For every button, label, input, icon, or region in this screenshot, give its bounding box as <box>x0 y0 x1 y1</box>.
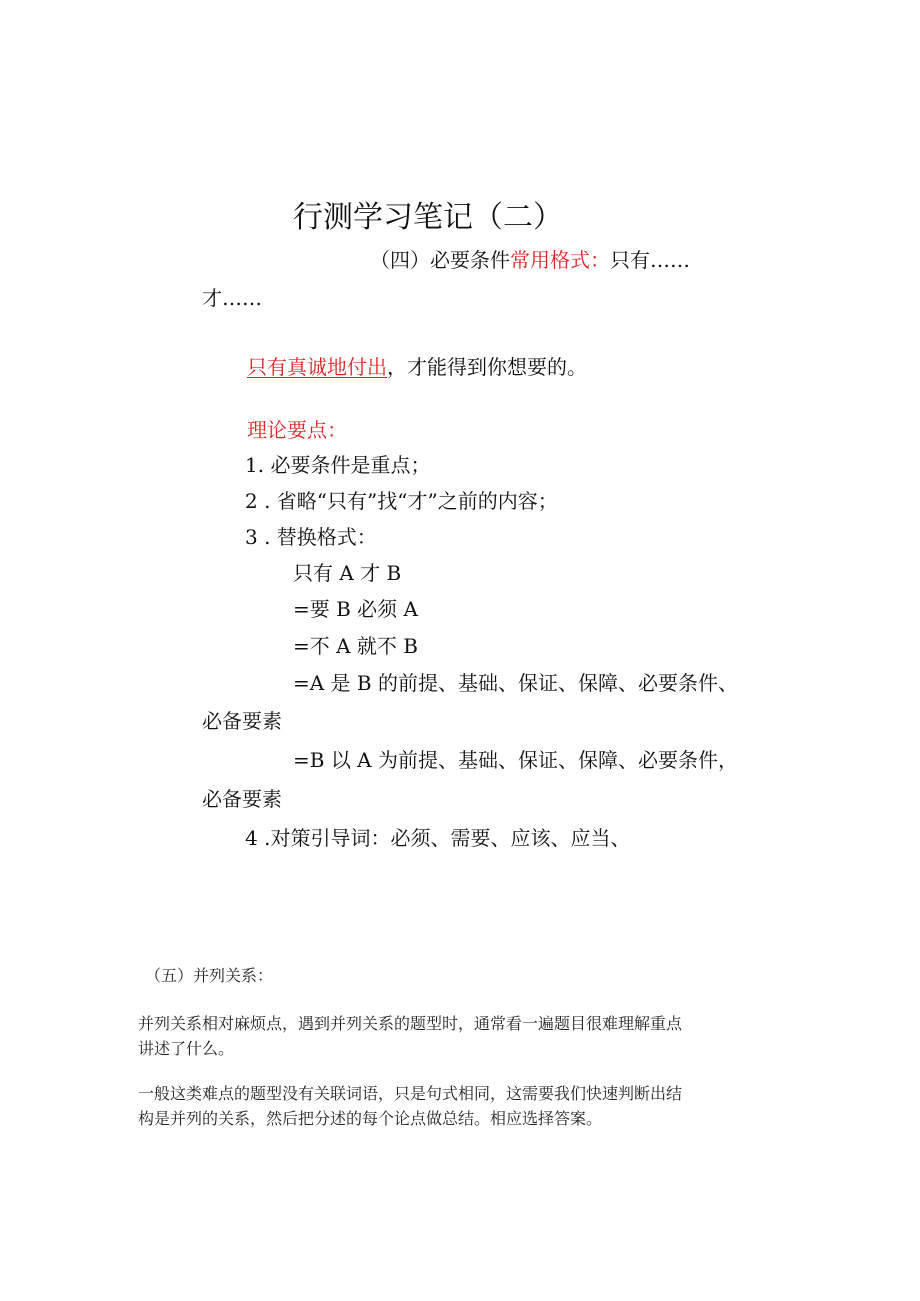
format-line-4-wrap: 必备要素 <box>202 709 282 733</box>
example-highlight: 只有真诚地付出 <box>247 355 387 379</box>
points-label: 理论要点： <box>247 418 347 442</box>
section5-paragraph-1-line-2: 讲述了什么。 <box>138 1039 235 1058</box>
format-line-5-wrap: 必备要素 <box>202 787 282 811</box>
section5-paragraph-2-line-1: 一般这类难点的题型没有关联词语，只是句式相同，这需要我们快速判断出结 <box>138 1084 683 1103</box>
list-item-3: 3 . 替换格式： <box>245 525 377 549</box>
format-line-3: =不 A 就不 B <box>293 634 418 658</box>
section4-heading-prefix: （四）必要条件 <box>370 248 510 272</box>
section4-heading-highlight: 常用格式： <box>510 248 610 272</box>
format-line-5: =B 以 A 为前提、基础、保证、保障、必要条件， <box>293 748 738 772</box>
section5-heading: （五）并列关系： <box>145 966 274 985</box>
format-line-2: =要 B 必须 A <box>293 597 418 621</box>
section5-paragraph-2-line-2: 构是并列的关系，然后把分述的每个论点做总结。相应选择答案。 <box>138 1109 603 1128</box>
example-sentence <box>247 357 587 377</box>
example-rest: ，才能得到你想要的。 <box>387 355 587 379</box>
format-line-1: 只有 A 才 B <box>293 561 402 585</box>
list-item-1: 1. 必要条件是重点； <box>245 453 431 477</box>
section4-heading <box>370 250 690 270</box>
section4-heading-wrap: 才…… <box>202 286 262 310</box>
page-title: 行测学习笔记（二） <box>293 200 563 235</box>
format-line-4: =A 是 B 的前提、基础、保证、保障、必要条件、 <box>293 671 738 695</box>
section5-paragraph-1-line-1: 并列关系相对麻烦点，遇到并列关系的题型时，通常看一遍题目很难理解重点 <box>138 1014 683 1033</box>
section4-heading-suffix: 只有…… <box>610 248 690 272</box>
list-item-4: 4 .对策引导词：必须、需要、应该、应当、 <box>245 826 631 850</box>
list-item-2: 2 . 省略“只有”找“才”之前的内容； <box>245 489 558 513</box>
